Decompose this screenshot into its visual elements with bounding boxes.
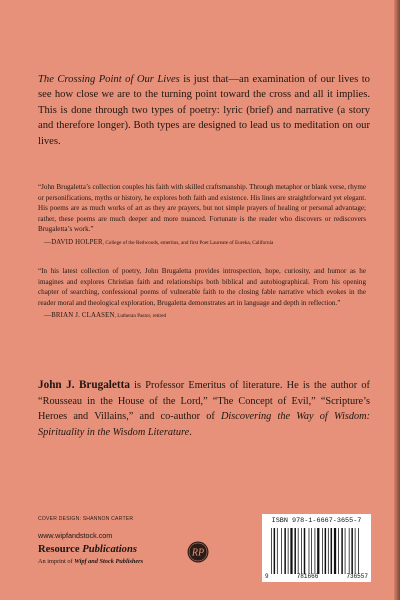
imprint-line — [38, 558, 143, 565]
barcode-bar — [309, 528, 310, 574]
barcode-bar — [325, 528, 327, 574]
imprint-name: Wipf and Stock Publishers — [74, 558, 144, 565]
barcode-bars — [271, 528, 363, 574]
author-name: John J. Brugaletta — [38, 379, 130, 391]
isbn-barcode — [262, 514, 371, 582]
endorsement-attribution — [38, 237, 366, 249]
barcode-digits — [262, 573, 371, 580]
attribution-dash: — — [44, 237, 52, 246]
logo-text: RP — [191, 547, 205, 559]
attribution-dash: — — [44, 311, 52, 320]
barcode-bar — [277, 528, 278, 574]
cover-design-credit: COVER DESIGN: SHANNON CARTER — [38, 516, 134, 522]
barcode-bar — [338, 528, 339, 574]
publisher-website: www.wipfandstock.com — [38, 531, 113, 540]
barcode-bar — [298, 528, 299, 574]
barcode-bar — [304, 528, 306, 574]
barcode-bar — [328, 528, 329, 574]
bio-end: . — [189, 426, 192, 438]
book-title: The Crossing Point of Our Lives — [38, 74, 180, 85]
barcode-bar — [322, 528, 323, 574]
intro-text: is just that—an examination of our lives to see how close we are to the turning point toward the cross and all it implies. This is done through two types of poetry: lyric (brief) and narrative (a story and therefore longer). Both types are designed to lead us to meditation on our lives. — [38, 74, 370, 147]
barcode-digit-group-2: 736557 — [346, 573, 368, 580]
isbn-label: ISBN 978-1-6667-3655-7 — [271, 517, 362, 525]
barcode-bar — [311, 528, 312, 574]
coauthored-book-title: Discovering the Way of Wisdom: Spirituality in the Wisdom Literature — [38, 411, 370, 438]
barcode-bar — [358, 528, 359, 574]
endorser-name: DAVID HOLPER — [51, 238, 103, 246]
publisher-name — [38, 544, 137, 555]
barcode-bar — [317, 528, 319, 574]
endorser-affiliation: , Lutheran Pastor, retired — [114, 313, 167, 320]
publisher-name-part2: Publications — [82, 544, 137, 555]
barcode-bar — [341, 528, 343, 574]
endorser-affiliation: , College of the Redwoods, emeritus, and first Poet Laureate of Eureka, California — [102, 239, 274, 246]
author-bio — [38, 378, 370, 440]
bio-text: is Professor Emeritus of literature. He is the author of “Rousseau in the House of the Lord,” “The Concept of Evil,” “Scripture’s Heroes and Villains,” and co-author of — [38, 380, 370, 423]
barcode-bar — [345, 528, 346, 574]
endorsement-1 — [38, 182, 366, 249]
endorsement-quote: “John Brugaletta’s collection couples his faith with skilled craftsmanship. Through metaphor or blank verse, rhyme or personifications, myths or history, he explores both faith and existence. His lines are straightforward yet elegant. His poems are as much works of art as they are prayers, but not simple prayers of healing or personal advantage; rather, these poems are much deeper and more nuanced. Fortunate is the reader who discovers or rediscovers Brugaletta’s work.” — [38, 183, 366, 234]
endorsement-attribution — [38, 310, 366, 322]
barcode-bar — [315, 528, 316, 574]
barcode-bar — [334, 528, 336, 574]
barcode-bar — [281, 528, 282, 574]
intro-paragraph — [38, 72, 370, 149]
barcode-bar — [331, 528, 333, 574]
barcode-bar — [274, 528, 276, 574]
barcode-bar — [294, 528, 296, 574]
publisher-logo-icon — [187, 541, 209, 563]
endorser-name: BRIAN J. CLAASEN — [51, 312, 115, 320]
endorsement-2 — [38, 266, 366, 322]
barcode-digit-lead: 9 — [265, 573, 269, 580]
barcode-bar — [284, 528, 286, 574]
barcode-bar — [271, 528, 272, 574]
barcode-digit-group-1: 781666 — [296, 573, 319, 580]
barcode-bar — [301, 528, 302, 574]
barcode-bar — [349, 528, 350, 574]
barcode-bar — [288, 528, 289, 574]
publisher-name-part1: Resource — [38, 544, 83, 555]
endorsement-quote: “In his latest collection of poetry, John Brugaletta provides introspection, hope, curiosity, and humor as he imagines and explores Christian faith and relationships both biblical and autobiographical. From his opening chapter of searching, confessional poems of vulnerable faith to the closing fable narrative which evokes in the reader moral and theological exploration, Brugaletta demonstrates art in language and depth in reflection.” — [38, 267, 366, 307]
barcode-bar — [290, 528, 292, 574]
spine-edge — [394, 0, 400, 600]
barcode-bar — [355, 528, 356, 574]
barcode-bar — [351, 528, 353, 574]
imprint-prefix: An imprint of — [38, 558, 75, 565]
